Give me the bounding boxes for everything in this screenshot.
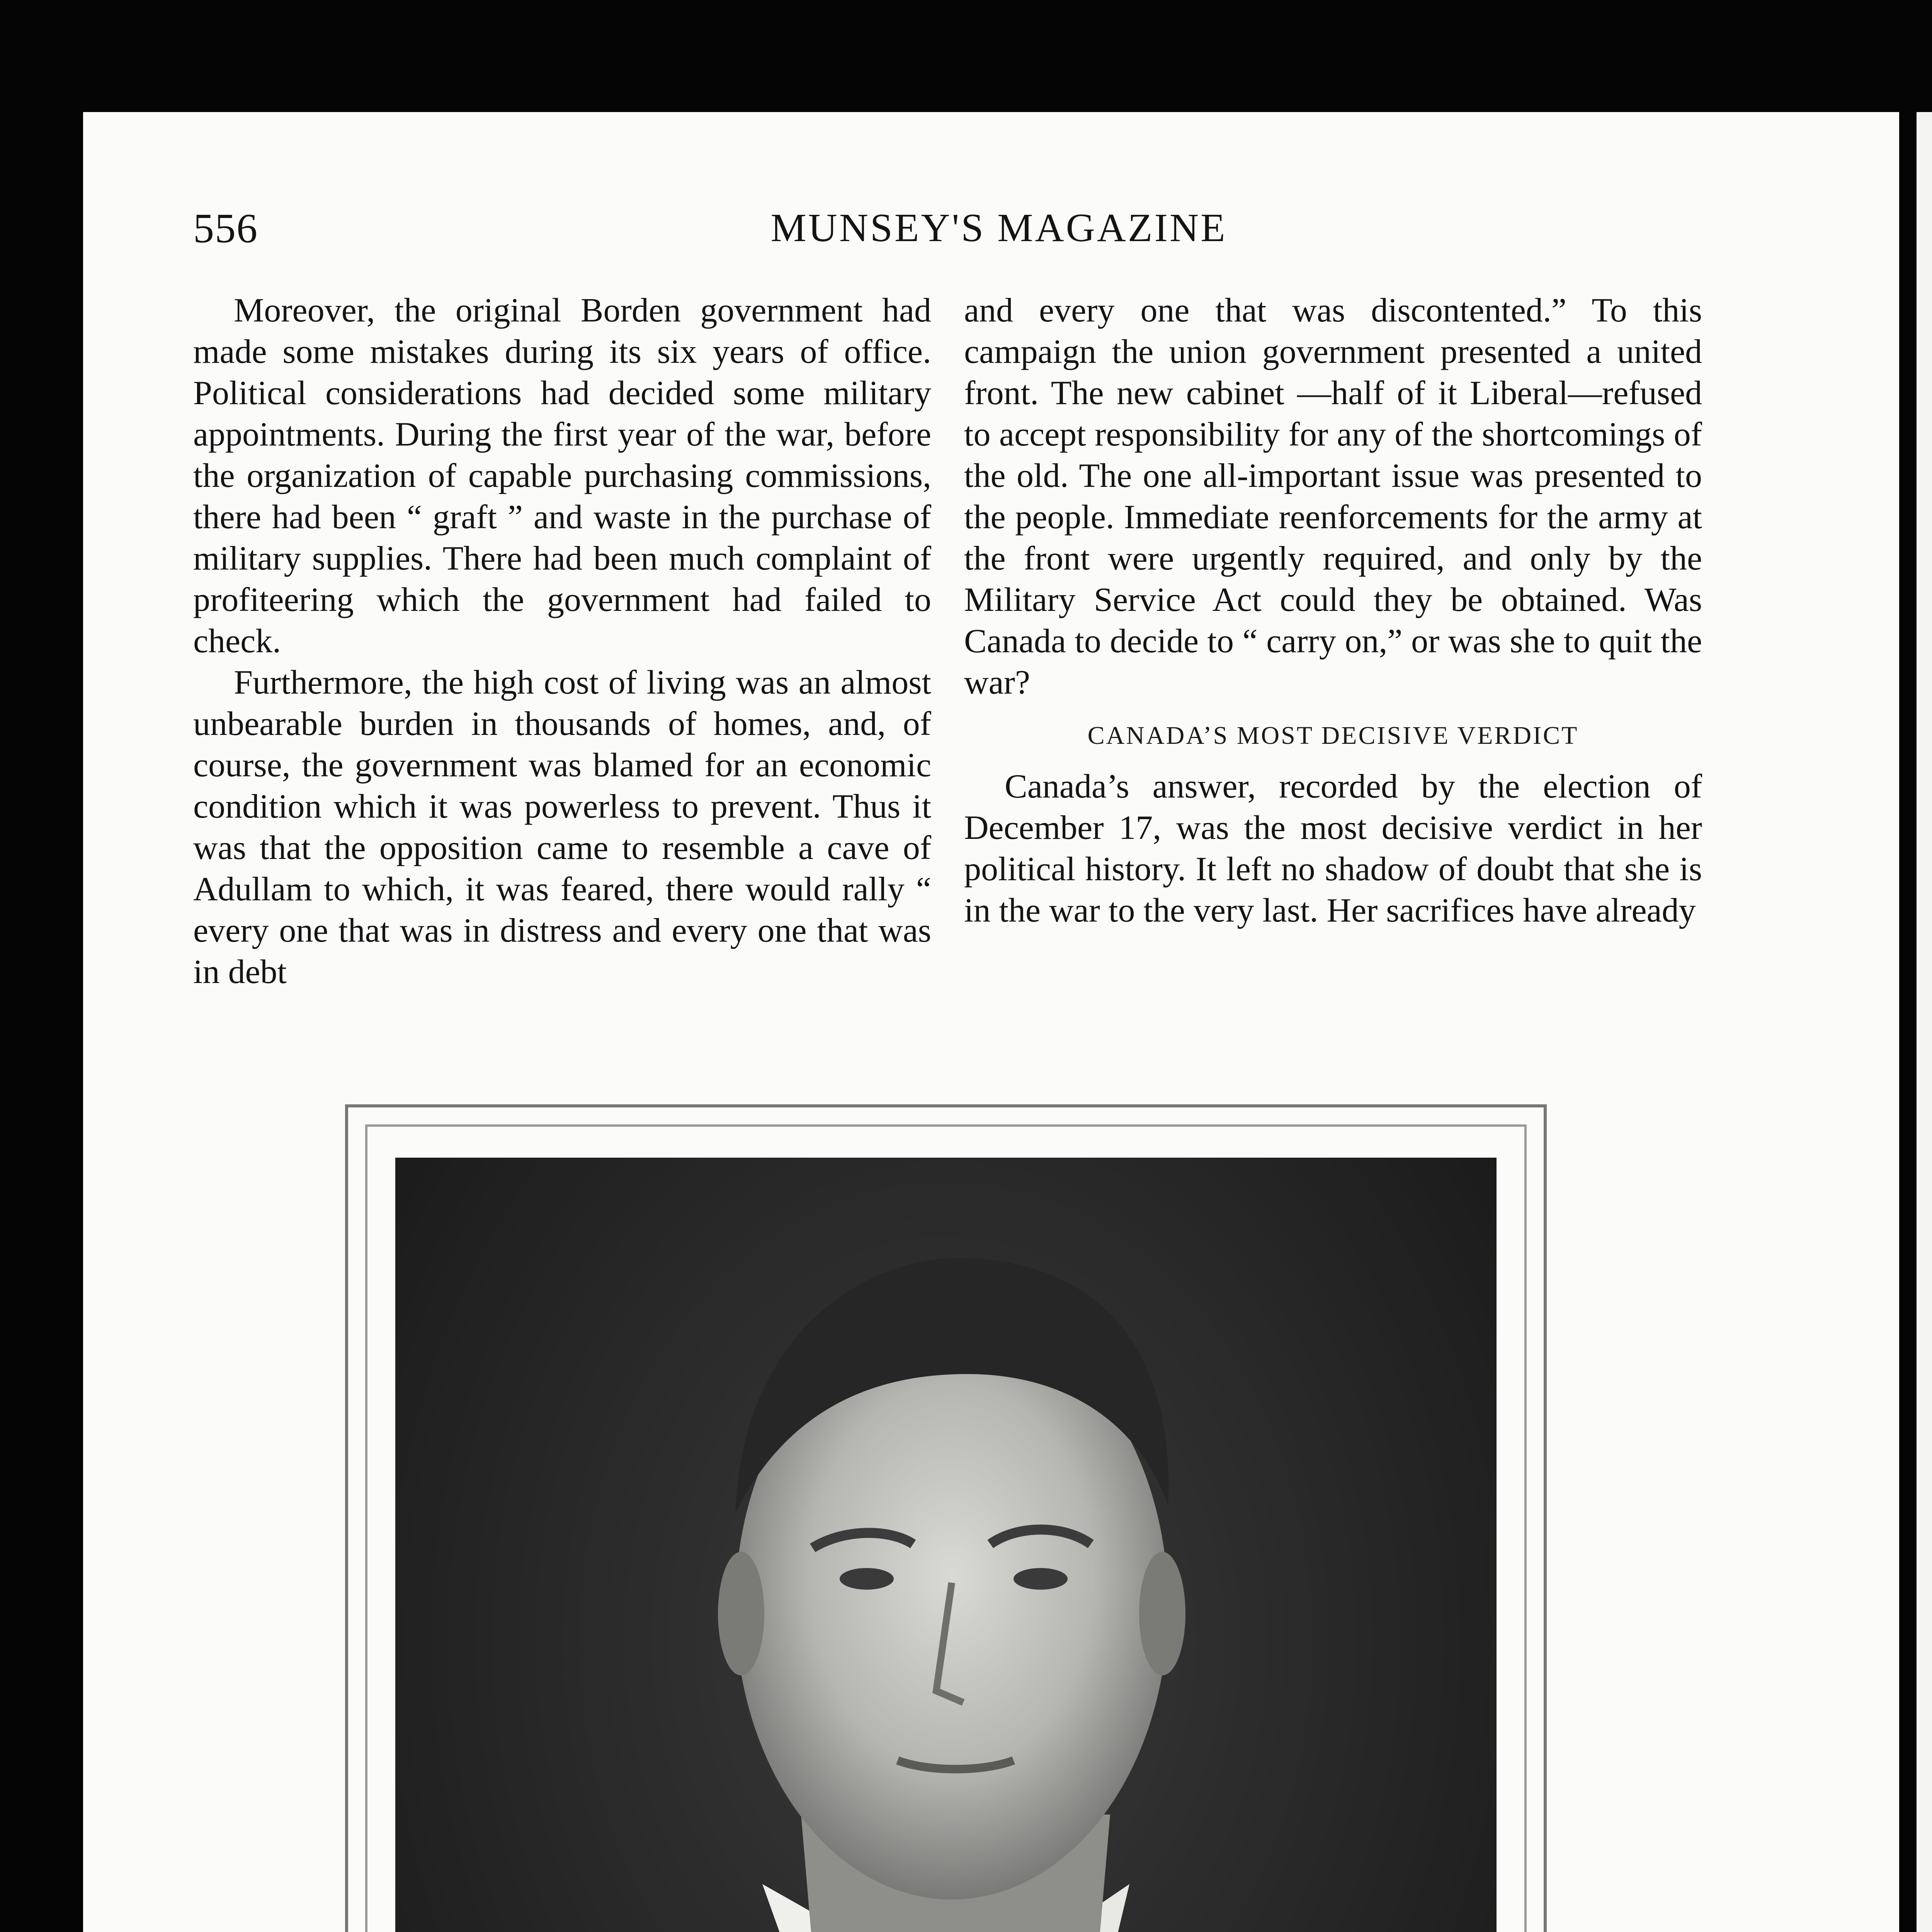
adjacent-page-edge <box>1917 112 1932 1932</box>
page-number: 556 <box>193 206 258 252</box>
paragraph: Canada’s answer, recorded by the election of December 17, was the most decisive verdict in her political history. It left no shadow of doubt that she is in the war to the very last. Her sacrifices have already <box>964 768 1702 929</box>
paragraph: Moreover, the original Borden government had made some mistakes during its six years of office. Political considerations had decided some military appointments. During the first year of the war, before the organization of capable purchasing commissions, there had been “ graft ” and waste in the purchase of military supplies. There had been much complaint of profiteering which the government had failed to check. <box>193 292 931 660</box>
right-column <box>964 290 1702 931</box>
paragraph: Furthermore, the high cost of living was an almost unbearable burden in thousands of homes, and, of course, the government was blamed for an economic condition which it was powerless to prevent. Thus it was that the opposition came to resemble a cave of Adullam to which, it was feared, there would rally “ every one that was in distress and every one that was in debt <box>193 664 931 991</box>
running-head: MUNSEY'S MAGAZINE <box>770 206 1227 250</box>
portrait-illustration <box>395 1158 1497 1932</box>
magazine-page <box>83 112 1899 1932</box>
left-column <box>193 290 931 993</box>
portrait-frame <box>345 1104 1547 1932</box>
paragraph-continuation: and every one that was discontented.” To this campaign the union government presented a united front. The new cabinet —half of it Liberal—refused to accept responsibility for any of the shortcomings of the old. The one all-important issue was presented to the people. Immediate reenforcements for the army at the front were urgently required, and only by the Military Service Act could they be obtained. Was Canada to decide to “ carry on,” or was she to quit the war? <box>964 292 1702 701</box>
section-subheading: CANADA’S MOST DECISIVE VERDICT <box>1087 721 1579 750</box>
page-header <box>83 205 1899 263</box>
portrait-photograph <box>395 1158 1497 1932</box>
